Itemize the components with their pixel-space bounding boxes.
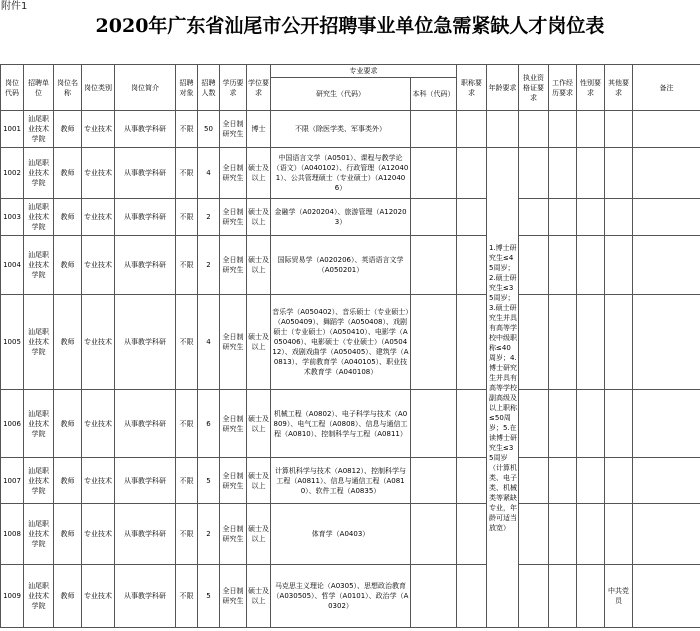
- cell-major: 中国语言文学（A0501）、课程与教学论（语文）（A040102）、行政管理（A120401）、公共管理硕士（专业硕士）（A120406）: [271, 148, 411, 199]
- cell-qualification: [457, 295, 487, 390]
- cell-gender: [577, 236, 605, 295]
- cell-target: 不限: [176, 148, 198, 199]
- cell-experience: [549, 111, 577, 148]
- cell-count: 6: [198, 390, 220, 458]
- cell-category: 专业技术: [82, 565, 115, 628]
- cell-other: [605, 295, 633, 390]
- table-row: [1, 199, 700, 236]
- cell-intro: 从事教学科研: [115, 390, 176, 458]
- header-age: 年龄要求: [487, 65, 519, 111]
- cell-unit: 汕尾职业技术学院: [24, 148, 54, 199]
- cell-experience: [549, 504, 577, 565]
- cell-remark: [633, 504, 700, 565]
- cell-gender: [577, 458, 605, 504]
- cell-category: 专业技术: [82, 199, 115, 236]
- cell-gender: [577, 148, 605, 199]
- cell-education: 全日制研究生: [220, 390, 247, 458]
- cell-remark: [633, 111, 700, 148]
- attachment-label: 附件1: [1, 1, 28, 12]
- cell-education: 全日制研究生: [220, 199, 247, 236]
- cell-degree: 硕士及以上: [247, 148, 271, 199]
- cell-other: [605, 199, 633, 236]
- cell-target: 不限: [176, 199, 198, 236]
- cell-qualification: [457, 199, 487, 236]
- cell-unit: 汕尾职业技术学院: [24, 236, 54, 295]
- header-other: 其他要求: [605, 65, 633, 111]
- header-count: 招聘人数: [198, 65, 220, 111]
- cell-major: 体育学（A0403）: [271, 504, 411, 565]
- cell-undergrad: [411, 458, 457, 504]
- cell-gender: [577, 504, 605, 565]
- cell-experience: [549, 199, 577, 236]
- header-degree: 学位要求: [247, 65, 271, 111]
- cell-license: [519, 458, 549, 504]
- cell-qualification: [457, 236, 487, 295]
- cell-remark: [633, 565, 700, 628]
- cell-code: 1007: [1, 458, 24, 504]
- cell-major: 马克思主义理论（A0305）、思想政治教育（A030505）、哲学（A0101）、政治学（A0302）: [271, 565, 411, 628]
- cell-unit: 汕尾职业技术学院: [24, 111, 54, 148]
- cell-category: 专业技术: [82, 148, 115, 199]
- cell-target: 不限: [176, 458, 198, 504]
- page-title: 2020年广东省汕尾市公开招聘事业单位急需紧缺人才岗位表: [95, 15, 605, 37]
- cell-major: 金融学（A020204）、旅游管理（A120203）: [271, 199, 411, 236]
- cell-count: 4: [198, 148, 220, 199]
- cell-age: [487, 111, 519, 148]
- cell-intro: 从事教学科研: [115, 504, 176, 565]
- cell-undergrad: [411, 295, 457, 390]
- header-license: 执业资格证要求: [519, 65, 549, 111]
- cell-count: 5: [198, 458, 220, 504]
- cell-intro: 从事教学科研: [115, 148, 176, 199]
- header-graduate: 研究生（代码）: [271, 78, 411, 111]
- cell-count: 2: [198, 199, 220, 236]
- header-qualification: 职称要求: [457, 65, 487, 111]
- cell-undergrad: [411, 390, 457, 458]
- cell-other: [605, 111, 633, 148]
- cell-other: [605, 148, 633, 199]
- cell-name: 教师: [54, 199, 82, 236]
- cell-category: 专业技术: [82, 458, 115, 504]
- cell-code: 1009: [1, 565, 24, 628]
- cell-remark: [633, 390, 700, 458]
- cell-major: 音乐学（A050402）、音乐硕士（专业硕士）（A050409）、舞蹈学（A050408）、戏剧硕士（专业硕士）（A050410）、电影学（A050406）、电影硕士（专业硕士）（A050412）、戏剧戏曲学（A050405）、建筑学（A0813）、学前教育学（A040105）、职业技术教育学（A040108）: [271, 295, 411, 390]
- cell-gender: [577, 111, 605, 148]
- cell-education: 全日制研究生: [220, 111, 247, 148]
- header-intro: 岗位简介: [115, 65, 176, 111]
- cell-other: [605, 236, 633, 295]
- cell-education: 全日制研究生: [220, 295, 247, 390]
- cell-license: [519, 148, 549, 199]
- cell-count: 4: [198, 295, 220, 390]
- cell-code: 1006: [1, 390, 24, 458]
- cell-target: 不限: [176, 236, 198, 295]
- cell-license: [519, 295, 549, 390]
- cell-qualification: [457, 148, 487, 199]
- cell-category: 专业技术: [82, 504, 115, 565]
- header-experience: 工作经历要求: [549, 65, 577, 111]
- cell-remark: [633, 148, 700, 199]
- cell-qualification: [457, 565, 487, 628]
- cell-education: 全日制研究生: [220, 148, 247, 199]
- cell-other: [605, 458, 633, 504]
- cell-license: [519, 199, 549, 236]
- cell-intro: 从事教学科研: [115, 111, 176, 148]
- cell-unit: 汕尾职业技术学院: [24, 504, 54, 565]
- cell-qualification: [457, 458, 487, 504]
- cell-target: 不限: [176, 111, 198, 148]
- cell-remark: [633, 295, 700, 390]
- recruitment-table: [0, 64, 700, 628]
- cell-gender: [577, 390, 605, 458]
- cell-name: 教师: [54, 236, 82, 295]
- cell-name: 教师: [54, 295, 82, 390]
- cell-remark: [633, 458, 700, 504]
- cell-name: 教师: [54, 458, 82, 504]
- cell-experience: [549, 390, 577, 458]
- header-target: 招聘对象: [176, 65, 198, 111]
- cell-name: 教师: [54, 111, 82, 148]
- cell-code: 1008: [1, 504, 24, 565]
- cell-intro: 从事教学科研: [115, 199, 176, 236]
- table-row: [1, 236, 700, 295]
- cell-degree: 硕士及以上: [247, 295, 271, 390]
- header-gender: 性别要求: [577, 65, 605, 111]
- cell-intro: 从事教学科研: [115, 565, 176, 628]
- table-row: [1, 111, 700, 148]
- cell-major: 不限（除医学类、军事类外）: [271, 111, 411, 148]
- cell-target: 不限: [176, 565, 198, 628]
- cell-category: 专业技术: [82, 295, 115, 390]
- cell-degree: 硕士及以上: [247, 458, 271, 504]
- cell-undergrad: [411, 111, 457, 148]
- cell-age-requirement: [487, 148, 519, 628]
- cell-count: 2: [198, 236, 220, 295]
- cell-degree: 硕士及以上: [247, 199, 271, 236]
- cell-degree: 博士: [247, 111, 271, 148]
- header-unit: 招聘单位: [24, 65, 54, 111]
- table-row: [1, 458, 700, 504]
- cell-name: 教师: [54, 504, 82, 565]
- cell-intro: 从事教学科研: [115, 458, 176, 504]
- cell-name: 教师: [54, 390, 82, 458]
- cell-other: [605, 504, 633, 565]
- cell-license: [519, 565, 549, 628]
- header-major: 专业要求: [271, 65, 457, 78]
- cell-intro: 从事教学科研: [115, 295, 176, 390]
- cell-degree: 硕士及以上: [247, 236, 271, 295]
- header-category: 岗位类别: [82, 65, 115, 111]
- cell-degree: 硕士及以上: [247, 565, 271, 628]
- cell-intro: 从事教学科研: [115, 236, 176, 295]
- cell-license: [519, 236, 549, 295]
- cell-other: 中共党员: [605, 565, 633, 628]
- cell-qualification: [457, 111, 487, 148]
- cell-code: 1002: [1, 148, 24, 199]
- cell-unit: 汕尾职业技术学院: [24, 565, 54, 628]
- cell-target: 不限: [176, 504, 198, 565]
- cell-count: 5: [198, 565, 220, 628]
- cell-unit: 汕尾职业技术学院: [24, 390, 54, 458]
- cell-unit: 汕尾职业技术学院: [24, 199, 54, 236]
- header-code: 岗位代码: [1, 65, 24, 111]
- cell-experience: [549, 565, 577, 628]
- cell-undergrad: [411, 236, 457, 295]
- cell-education: 全日制研究生: [220, 565, 247, 628]
- cell-category: 专业技术: [82, 390, 115, 458]
- table-row: [1, 148, 700, 199]
- cell-education: 全日制研究生: [220, 504, 247, 565]
- cell-qualification: [457, 390, 487, 458]
- cell-major: 国际贸易学（A020206）、英语语言文学（A050201）: [271, 236, 411, 295]
- cell-degree: 硕士及以上: [247, 504, 271, 565]
- cell-category: 专业技术: [82, 111, 115, 148]
- cell-other: [605, 390, 633, 458]
- header-undergrad: 本科（代码）: [411, 78, 457, 111]
- cell-experience: [549, 148, 577, 199]
- cell-code: 1001: [1, 111, 24, 148]
- table-row: [1, 390, 700, 458]
- cell-target: 不限: [176, 295, 198, 390]
- cell-gender: [577, 565, 605, 628]
- header-name: 岗位名称: [54, 65, 82, 111]
- cell-code: 1003: [1, 199, 24, 236]
- cell-unit: 汕尾职业技术学院: [24, 458, 54, 504]
- cell-degree: 硕士及以上: [247, 390, 271, 458]
- cell-unit: 汕尾职业技术学院: [24, 295, 54, 390]
- cell-education: 全日制研究生: [220, 236, 247, 295]
- table-row: [1, 295, 700, 390]
- cell-undergrad: [411, 148, 457, 199]
- cell-experience: [549, 295, 577, 390]
- cell-code: 1004: [1, 236, 24, 295]
- cell-target: 不限: [176, 390, 198, 458]
- cell-gender: [577, 199, 605, 236]
- cell-license: [519, 111, 549, 148]
- cell-qualification: [457, 504, 487, 565]
- cell-code: 1005: [1, 295, 24, 390]
- cell-remark: [633, 236, 700, 295]
- cell-major: 机械工程（A0802）、电子科学与技术（A0809）、电气工程（A0808）、信息与通信工程（A0810）、控制科学与工程（A0811）: [271, 390, 411, 458]
- header-remark: 备注: [633, 65, 700, 111]
- age-requirement-text: 1.博士研究生≤45周岁；2.硕士研究生≤35周岁；3.硕士研究生并具有高等学校中级职称≤40周岁；4.博士研究生并具有高等学校副高级及以上职称≤50周岁；5.在读博士研究生≤35周岁（计算机类、电子类、机械类等紧缺专业，年龄可适当放宽）: [489, 243, 517, 532]
- cell-undergrad: [411, 565, 457, 628]
- cell-license: [519, 504, 549, 565]
- cell-experience: [549, 458, 577, 504]
- cell-gender: [577, 295, 605, 390]
- cell-count: 2: [198, 504, 220, 565]
- cell-category: 专业技术: [82, 236, 115, 295]
- cell-education: 全日制研究生: [220, 458, 247, 504]
- cell-undergrad: [411, 504, 457, 565]
- table-row: [1, 565, 700, 628]
- cell-undergrad: [411, 199, 457, 236]
- table-row: [1, 504, 700, 565]
- cell-major: 计算机科学与技术（A0812）、控制科学与工程（A0811）、信息与通信工程（A0810）、软件工程（A0835）: [271, 458, 411, 504]
- cell-name: 教师: [54, 148, 82, 199]
- cell-experience: [549, 236, 577, 295]
- cell-name: 教师: [54, 565, 82, 628]
- cell-license: [519, 390, 549, 458]
- cell-count: 50: [198, 111, 220, 148]
- header-education: 学历要求: [220, 65, 247, 111]
- cell-remark: [633, 199, 700, 236]
